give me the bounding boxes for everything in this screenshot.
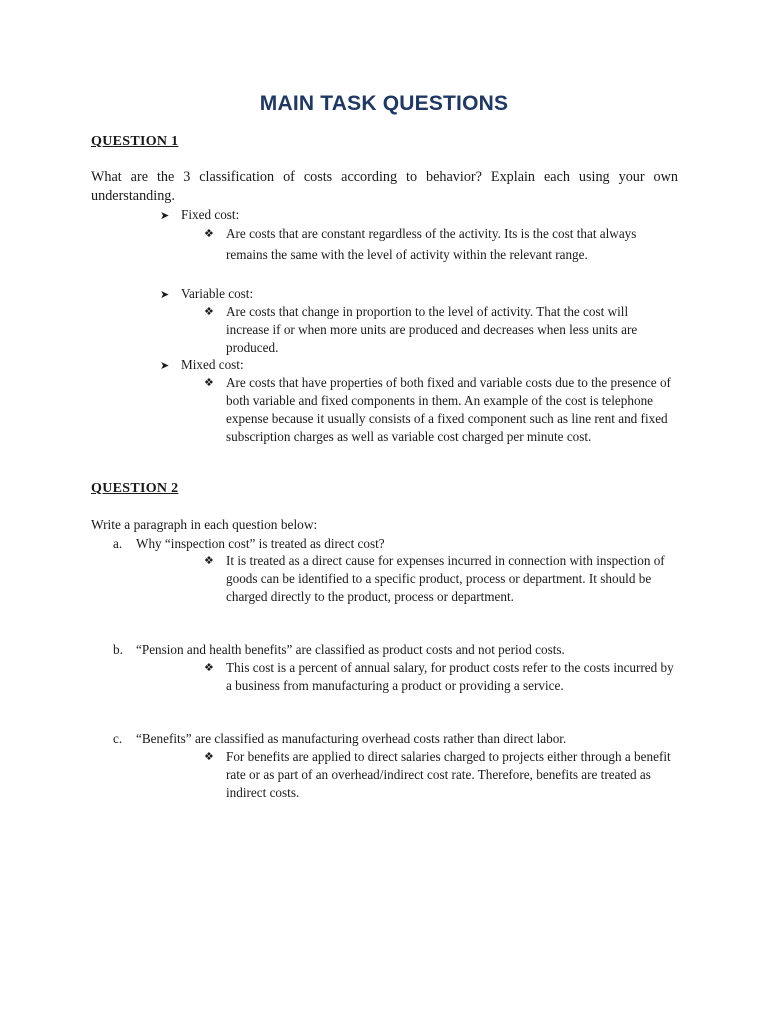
sub-question-text: “Benefits” are classified as manufacturing overhead costs rather than direct labor.: [136, 731, 567, 746]
description-text: Are costs that are constant regardless of the activity. Its is the cost that always remains the same with the level of activity within the relevant range.: [226, 226, 637, 262]
category-label: Fixed cost:: [181, 207, 240, 222]
diamond-bullet-icon: ❖: [204, 750, 214, 763]
question-1-heading: QUESTION 1: [91, 134, 179, 149]
sub-question-text: Why “inspection cost” is treated as direct cost?: [136, 536, 385, 551]
sub-question-text: “Pension and health benefits” are classified as product costs and not period costs.: [136, 642, 565, 657]
category-variable-cost: [160, 285, 253, 303]
sub-question-letter: a.: [113, 536, 123, 551]
answer-b: [204, 659, 674, 695]
diamond-bullet-icon: ❖: [204, 661, 214, 674]
sub-question-letter: b.: [113, 642, 123, 657]
sub-question-a: [113, 535, 385, 552]
description-text: Are costs that have properties of both fixed and variable costs due to the presence of both variable and fixed components in them. An example of the cost is telephone expense because it usually consists of a fixed component such as line rent and fixed subscription charges as well as variable cost charged per minute cost.: [226, 375, 671, 444]
answer-text: This cost is a percent of annual salary, for product costs refer to the costs incurred by a business from manufacturing a product or providing a service.: [226, 660, 674, 693]
answer-a: [204, 552, 674, 606]
page-title: MAIN TASK QUESTIONS: [259, 92, 509, 115]
answer-text: It is treated as a direct cause for expenses incurred in connection with inspection of goods can be identified to a specific product, process or department. It should be charged directly to the product, process or department.: [226, 553, 665, 604]
category-label: Variable cost:: [181, 286, 254, 301]
arrow-bullet-icon: ➤: [160, 359, 170, 372]
question-1-intro: What are the 3 classification of costs according to behavior? Explain each using your own understanding.: [91, 169, 678, 204]
category-label: Mixed cost:: [181, 357, 244, 372]
question-2-heading: QUESTION 2: [91, 481, 179, 496]
category-description-fixed: [204, 223, 674, 265]
sub-question-b: [113, 641, 565, 658]
description-text: Are costs that change in proportion to the level of activity. That the cost will increase if or when more units are produced and decreases when less units are produced.: [226, 304, 638, 355]
category-description-variable: [204, 303, 674, 357]
arrow-bullet-icon: ➤: [160, 209, 170, 222]
diamond-bullet-icon: ❖: [204, 305, 214, 318]
category-fixed-cost: [160, 206, 239, 224]
arrow-bullet-icon: ➤: [160, 288, 170, 301]
sub-question-c: [113, 730, 566, 747]
question-2-intro: Write a paragraph in each question below:: [91, 517, 318, 532]
category-mixed-cost: [160, 356, 244, 374]
answer-text: For benefits are applied to direct salaries charged to projects either through a benefit rate or as part of an overhead/indirect cost rate. Therefore, benefits are treated as indirect costs.: [226, 749, 671, 800]
category-description-mixed: [204, 374, 674, 446]
diamond-bullet-icon: ❖: [204, 376, 214, 389]
diamond-bullet-icon: ❖: [204, 554, 214, 567]
sub-question-letter: c.: [113, 731, 123, 746]
answer-c: [204, 748, 674, 802]
diamond-bullet-icon: ❖: [204, 227, 214, 240]
